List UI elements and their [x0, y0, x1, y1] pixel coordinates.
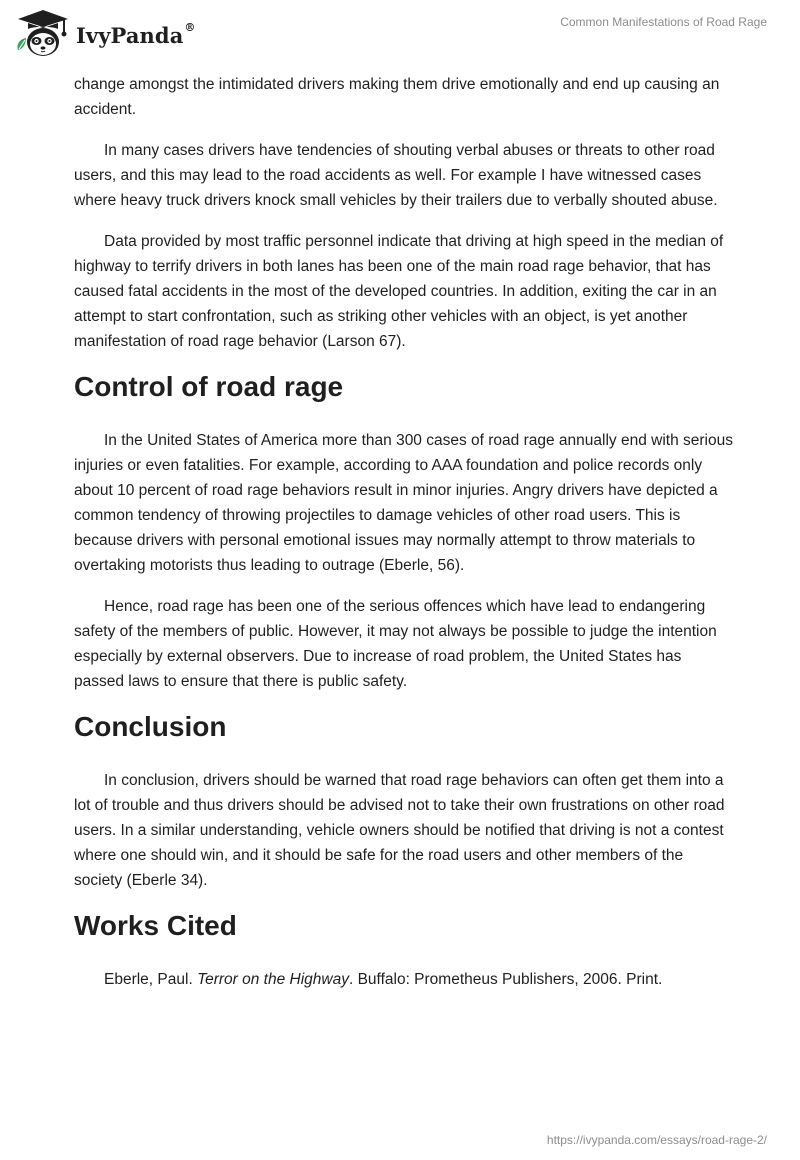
paragraph: In the United States of America more than 300 cases of road rage annually end with serious injuries or even fatalities. For example, according to AAA foundation and police records only about 10 percent of road rage behaviors result in minor injuries. Angry drivers have depicted a common tendency of throwing projectiles to damage vehicles of other road users. This is because drivers with personal emotional issues may normally attempt to throw materials to overtaking motorists thus leading to outrage (Eberle, 56).: [74, 432, 733, 574]
citation-title: Terror on the Highway: [197, 971, 349, 988]
paragraph: Data provided by most traffic personnel indicate that driving at high speed in the median of highway to terrify drivers in both lanes has been one of the main road rage behavior, that has caused fatal accidents in the most of the developed countries. In addition, exiting the car in an attempt to start confrontation, such as striking other vehicles with an object, is yet another manifestation of road rage behavior (Larson 67).: [74, 233, 724, 350]
heading-control-of-road-rage: Control of road rage: [74, 371, 344, 402]
paragraph: Hence, road rage has been one of the serious offences which have lead to endangering safety of the members of public. However, it may not always be possible to judge the intention especially by external observers. Due to increase of road problem, the United States has passed laws to ensure that there is public safety.: [74, 598, 717, 690]
essay-content: [74, 72, 734, 992]
citation-entry: [74, 967, 734, 992]
heading-works-cited: Works Cited: [74, 910, 237, 941]
paragraph: In conclusion, drivers should be warned that road rage behaviors can often get them into a lot of trouble and thus drivers should be advised not to take their own frustrations on other road users. In a similar understanding, vehicle owners should be notified that driving is not a contest where one should win, and it should be safe for the road users and other members of the society (Eberle 34).: [74, 772, 725, 889]
logo-wordmark: IvyPanda®: [76, 20, 196, 48]
panda-graduation-icon: [14, 8, 72, 60]
page-header: [0, 0, 800, 72]
heading-conclusion: Conclusion: [74, 711, 227, 742]
paragraph: In many cases drivers have tendencies of shouting verbal abuses or threats to other road users, and this may lead to the road accidents as well. For example I have witnessed cases where heavy truck drivers knock small vehicles by their trailers due to verbally shouted abuse.: [74, 142, 718, 209]
citation-publication: . Buffalo: Prometheus Publishers, 2006. Print.: [348, 971, 663, 988]
citation-author: Eberle, Paul.: [104, 971, 198, 988]
source-url[interactable]: https://ivypanda.com/essays/road-rage-2/: [546, 1133, 767, 1147]
document-title: Common Manifestations of Road Rage: [560, 15, 767, 29]
paragraph: change amongst the intimidated drivers making them drive emotionally and end up causing an accident.: [74, 76, 720, 118]
ivypanda-logo[interactable]: [14, 8, 196, 60]
